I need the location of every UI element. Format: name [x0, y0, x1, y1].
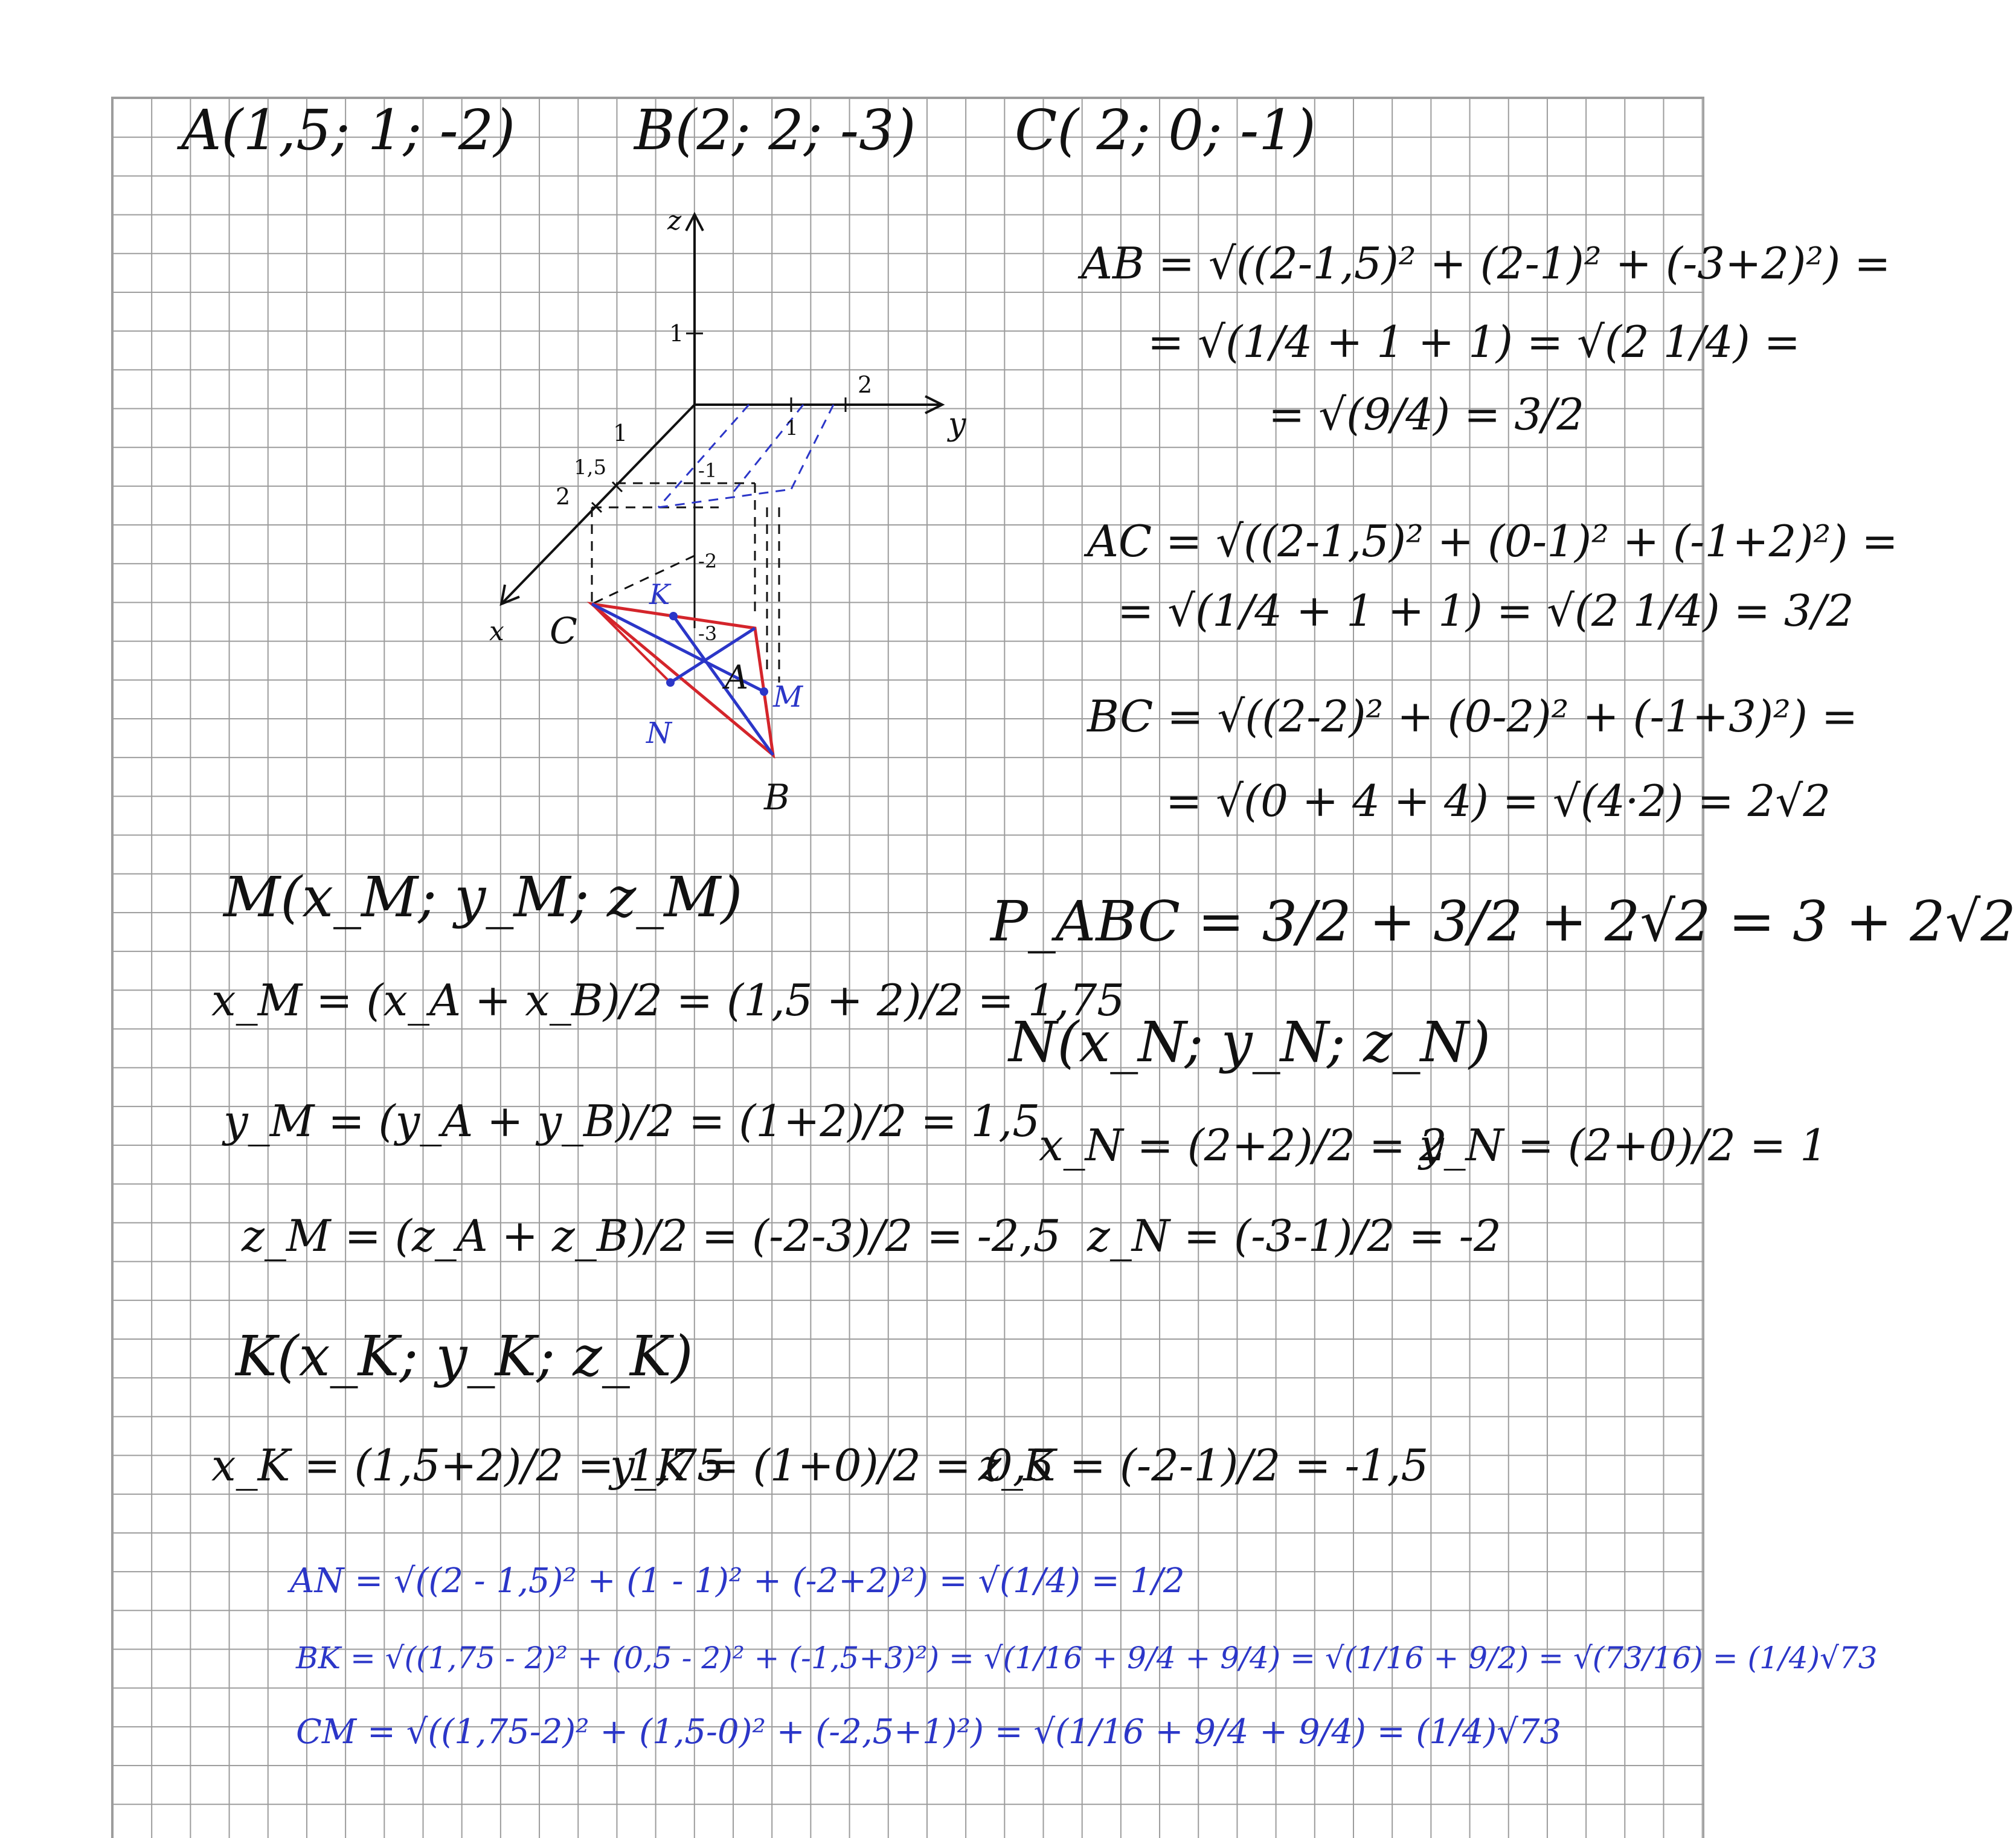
label-c: C	[550, 610, 577, 652]
x-axis	[501, 405, 695, 604]
label-k: K	[649, 578, 670, 611]
median-bk-length: BK = √((1,75 - 2)² + (0,5 - 2)² + (-1,5+3)²) = √(1/16 + 9/4 + 9/4) = √(1/16 + 9/2) = √(73/16) = (1/4)√73	[296, 1640, 1878, 1676]
point-n-dot	[666, 678, 675, 687]
point-a: A(1,5; 1; -2)	[181, 98, 516, 162]
ac-line-1: AC = √((2-1,5)² + (0-1)² + (-1+2)²) =	[1087, 516, 1898, 567]
bc-line-1: BC = √((2-2)² + (0-2)² + (-1+3)²) =	[1087, 691, 1858, 742]
m-z: z_M = (z_A + z_B)/2 = (-2-3)/2 = -2,5	[242, 1210, 1061, 1261]
point-k-dot	[669, 612, 678, 620]
k-y: y_K = (1+0)/2 = 0,5	[610, 1440, 1055, 1491]
perimeter: P_ABC = 3/2 + 3/2 + 2√2 = 3 + 2√2	[990, 889, 2016, 954]
tick-x15-label: 1,5	[574, 455, 607, 480]
k-z: z_K = (-2-1)/2 = -1,5	[978, 1440, 1429, 1491]
ab-line-2: = √(1/4 + 1 + 1) = √(2 1/4) =	[1148, 317, 1800, 367]
m-y: y_M = (y_A + y_B)/2 = (1+2)/2 = 1,5	[223, 1096, 1041, 1146]
tick-zm3-label: -3	[698, 622, 717, 645]
label-a: A	[725, 658, 748, 696]
tick-y1-label: 1	[785, 416, 798, 440]
n-z: z_N = (-3-1)/2 = -2	[1087, 1210, 1501, 1261]
tick-zm1-label: -1	[698, 459, 717, 482]
ab-line-3: = √(9/4) = 3/2	[1268, 389, 1585, 440]
median-cm-length: CM = √((1,75-2)² + (1,5-0)² + (-2,5+1)²) = √(1/16 + 9/4 + 9/4) = (1/4)√73	[296, 1712, 1562, 1752]
axis-y-label: y	[948, 406, 966, 443]
tick-zm2-label: -2	[698, 550, 717, 573]
axis-x-label: x	[489, 616, 504, 647]
point-b: B(2; 2; -3)	[634, 98, 916, 162]
axis-z-label: z	[667, 205, 682, 236]
n-heading: N(x_N; y_N; z_N)	[1009, 1010, 1491, 1075]
red-edge-cn	[592, 604, 670, 683]
tick-z1-label: 1	[669, 320, 684, 347]
coordinate-diagram	[465, 193, 1009, 846]
point-m-dot	[760, 687, 768, 696]
label-m: M	[773, 680, 803, 714]
m-heading: M(x_M; y_M; z_M)	[223, 865, 743, 930]
m-x: x_M = (x_A + x_B)/2 = (1,5 + 2)/2 = 1,75	[211, 975, 1125, 1026]
point-c: C( 2; 0; -1)	[1015, 98, 1316, 162]
median-an-length: AN = √((2 - 1,5)² + (1 - 1)² + (-2+2)²) = √(1/4) = 1/2	[290, 1561, 1185, 1601]
ab-line-1: AB = √((2-1,5)² + (2-1)² + (-3+2)²) =	[1081, 238, 1891, 289]
k-x: x_K = (1,5+2)/2 = 1,75	[211, 1440, 725, 1491]
tick-x1-label: 1	[613, 420, 628, 446]
n-y: y_N = (2+0)/2 = 1	[1419, 1120, 1828, 1171]
n-x: x_N = (2+2)/2 = 2	[1039, 1120, 1447, 1171]
tick-x2-label: 2	[556, 483, 571, 510]
label-b: B	[764, 777, 790, 818]
ac-line-2: = √(1/4 + 1 + 1) = √(2 1/4) = 3/2	[1117, 585, 1854, 636]
bc-line-2: = √(0 + 4 + 4) = √(4·2) = 2√2	[1166, 776, 1831, 826]
blue-construction-lines	[658, 405, 833, 507]
tick-y2-label: 2	[858, 371, 873, 398]
k-heading: K(x_K; y_K; z_K)	[236, 1324, 693, 1389]
label-n: N	[646, 716, 672, 750]
